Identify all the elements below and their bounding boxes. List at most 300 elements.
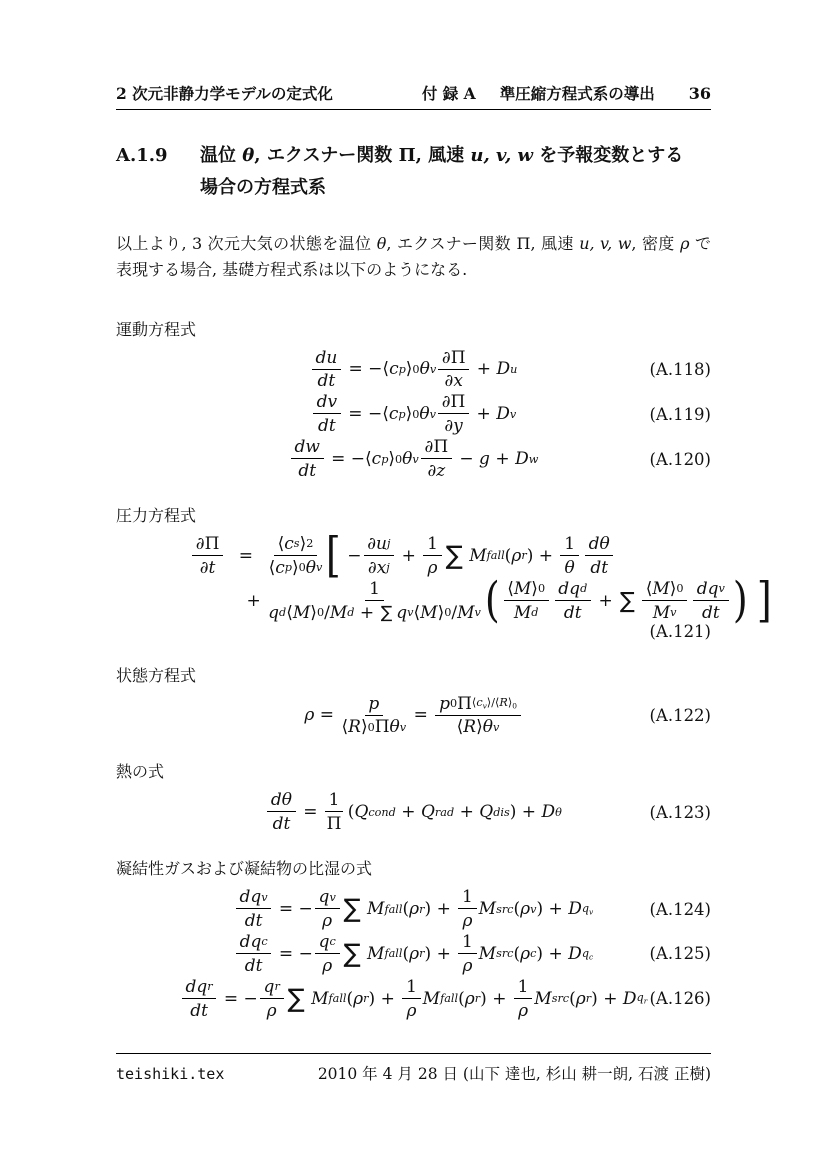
math-token xyxy=(438,392,469,414)
math-token xyxy=(384,903,402,916)
math-token xyxy=(273,812,291,834)
math-token: dq xyxy=(558,578,581,599)
math-token: fall xyxy=(486,549,505,563)
page-footer xyxy=(116,1053,711,1084)
math-token: + xyxy=(492,988,507,1009)
math-token: r xyxy=(419,947,425,961)
math-token: v xyxy=(412,452,419,466)
math-token: v xyxy=(509,407,517,421)
math-token: M xyxy=(311,988,329,1009)
math-token: Π xyxy=(450,392,466,413)
math-token: 1 xyxy=(462,931,473,952)
math-token xyxy=(182,977,217,999)
math-token: v xyxy=(429,407,436,421)
block-heat-equation xyxy=(116,759,711,834)
math-token: − xyxy=(298,899,313,920)
math-token: Π xyxy=(398,145,416,166)
math-token: 0 xyxy=(512,701,517,711)
math-token: q xyxy=(581,901,590,915)
math-token: + xyxy=(538,545,554,566)
math-token: M xyxy=(513,578,532,599)
math-token: ⟩ xyxy=(299,533,307,554)
math-token: p xyxy=(439,693,450,714)
math-token: ⟩ xyxy=(507,696,513,710)
equation-number: (A.124) xyxy=(649,899,711,919)
math-token: ( xyxy=(347,802,355,823)
math-token: ⟩ xyxy=(291,557,299,578)
math-token: du xyxy=(315,347,338,368)
math-token: D xyxy=(496,359,511,380)
math-token: − xyxy=(367,404,383,425)
math-token: r xyxy=(274,980,280,994)
math-token: ( xyxy=(458,988,465,1009)
math-token: ∂x xyxy=(444,371,463,392)
math-token xyxy=(487,549,505,562)
block-label: 凝結性ガスおよび凝結物の比湿の式 xyxy=(116,859,373,879)
math-token: ρ xyxy=(427,557,438,578)
math-token: 1 xyxy=(427,533,438,554)
math-token: − xyxy=(347,545,362,566)
block-label: 熱の式 xyxy=(116,762,165,782)
math-token xyxy=(445,370,463,392)
fraction xyxy=(341,694,406,738)
math-token: θ xyxy=(389,717,400,738)
running-head-left: 2 次元非静力学モデルの定式化 xyxy=(116,84,333,103)
equation-body xyxy=(289,437,539,481)
math-token: v xyxy=(399,720,407,734)
math-token: + xyxy=(603,988,618,1009)
math-token: 0 xyxy=(449,696,458,710)
math-token: c xyxy=(530,947,537,961)
math-token: M xyxy=(367,899,385,920)
math-token xyxy=(192,534,223,556)
math-token xyxy=(236,932,272,954)
fraction xyxy=(693,579,729,623)
math-token: ρ xyxy=(322,910,333,931)
math-token: θ xyxy=(242,145,255,166)
math-token: src xyxy=(496,902,514,916)
math-token: θ xyxy=(419,404,430,425)
math-token: fall xyxy=(384,947,403,961)
math-token xyxy=(260,977,284,999)
math-token xyxy=(435,694,520,716)
math-token: θ xyxy=(419,359,430,380)
math-token xyxy=(236,887,272,909)
math-token: g xyxy=(479,449,490,470)
footer-rule xyxy=(116,1053,711,1054)
math-token xyxy=(444,414,462,436)
math-token: + xyxy=(598,590,613,611)
math-token: ⟨ xyxy=(365,449,372,470)
math-token: D xyxy=(541,802,556,823)
math-token: dt xyxy=(244,955,263,976)
math-token: c xyxy=(371,449,382,470)
math-token xyxy=(504,579,549,601)
math-token: p xyxy=(381,452,389,466)
math-token: + xyxy=(436,943,451,964)
math-token: src xyxy=(551,992,570,1006)
math-token: ) xyxy=(509,802,517,823)
math-token: M xyxy=(478,943,497,964)
math-token xyxy=(318,370,336,392)
math-token: dq xyxy=(185,976,208,997)
math-token: ( xyxy=(504,545,512,566)
math-token: ∂x xyxy=(367,557,387,578)
math-token xyxy=(555,806,562,819)
math-token: − xyxy=(368,359,383,380)
math-token: + xyxy=(521,802,537,823)
math-token: ⟩ xyxy=(437,602,445,623)
math-token: ) xyxy=(526,545,534,566)
math-token: ρ xyxy=(462,955,473,976)
equation-number: (A.120) xyxy=(649,449,711,469)
math-token: ⟨ xyxy=(341,717,349,738)
fraction xyxy=(504,579,549,623)
math-token: ⟩ xyxy=(360,717,368,738)
math-token: / xyxy=(451,602,458,623)
math-token: q xyxy=(263,976,275,997)
math-token: ) xyxy=(480,988,487,1009)
math-token: c xyxy=(275,557,285,578)
math-token xyxy=(245,909,263,931)
math-token xyxy=(555,579,591,601)
equation-body: dq v dt = − q v ρ ∑ M fall ( ρ r ) + $\frac{1}{\rho}$ M src ( ρ v ) + D $q_v$ xyxy=(234,887,593,931)
math-token: = xyxy=(223,988,239,1009)
math-token: Π xyxy=(516,233,531,253)
math-token: ) xyxy=(591,988,598,1009)
math-token xyxy=(291,437,324,459)
fraction xyxy=(268,579,481,623)
math-token: ⟨ xyxy=(507,578,514,599)
math-token xyxy=(496,947,513,960)
math-token: + xyxy=(548,943,563,964)
math-token: ∂u xyxy=(367,533,387,554)
math-token: d xyxy=(347,605,355,619)
math-token: − xyxy=(459,449,474,470)
math-token: ⟨ xyxy=(382,404,389,425)
math-token xyxy=(298,459,316,481)
text-run: 以上より, 3 次元大気の状態を温位 xyxy=(116,233,377,253)
equation-body: + 1 q d ⟨ M ⟩ 0 / M d + ∑ q v ⟨ M ⟩ 0 / M v ( ⟨ M ⟩ 0 M d dq d dt + ∑ ⟨ M ⟩ 0 M v dq v dt ) ] xyxy=(246,572,772,628)
equation-number-row xyxy=(116,622,711,641)
math-token xyxy=(642,579,687,601)
math-token xyxy=(582,947,593,961)
math-token xyxy=(462,909,472,931)
math-token: ρ xyxy=(464,988,475,1009)
math-token xyxy=(269,556,323,578)
math-token xyxy=(274,534,317,556)
math-token: dq xyxy=(696,578,719,599)
math-token: Π xyxy=(450,347,466,368)
math-token: ⟨ xyxy=(413,602,421,623)
equation-group-pressure xyxy=(116,527,772,641)
math-token xyxy=(653,601,677,623)
math-token: − xyxy=(298,943,313,964)
math-token: D xyxy=(568,943,582,964)
math-token xyxy=(560,534,578,556)
section-number: A.1.9 xyxy=(116,145,168,166)
math-token: ⟨ xyxy=(456,717,464,738)
math-token xyxy=(368,806,395,819)
math-token xyxy=(514,601,539,623)
math-token xyxy=(458,932,476,954)
math-token: Π xyxy=(326,814,342,835)
page-number: 36 xyxy=(688,84,711,103)
math-token: 1 xyxy=(369,578,380,599)
math-token: Q xyxy=(479,802,494,823)
block-state-equation xyxy=(116,663,711,738)
math-token: + xyxy=(495,449,510,470)
math-token xyxy=(329,992,347,1005)
fraction xyxy=(182,977,217,1021)
math-token: ρ xyxy=(520,899,531,920)
footer-text xyxy=(116,1062,711,1084)
math-token xyxy=(245,954,263,976)
math-token: = xyxy=(319,705,335,726)
math-token xyxy=(637,991,648,1005)
equation-row xyxy=(116,977,711,1021)
math-token: ⟨ xyxy=(494,696,500,710)
math-token: 1 xyxy=(328,790,340,811)
math-token: ⟩ xyxy=(310,602,317,623)
appendix-label: 付 録 A xyxy=(421,84,476,103)
math-token: ρ xyxy=(520,943,531,964)
text-run: を予報変数とする xyxy=(533,145,684,166)
math-token: dt xyxy=(272,814,291,835)
intro-paragraph xyxy=(116,231,711,283)
math-token: v xyxy=(429,362,437,376)
math-token: M xyxy=(422,988,441,1009)
math-token: + xyxy=(459,802,474,823)
equation-body xyxy=(265,790,562,834)
math-token xyxy=(402,977,420,999)
math-token xyxy=(200,556,216,578)
math-token xyxy=(518,999,528,1021)
math-token: ( xyxy=(402,899,410,920)
math-token xyxy=(428,556,438,578)
equation-number: (A.126) xyxy=(649,989,711,1009)
equation-body: dq c dt = − q c ρ ∑ M fall ( ρ r ) + $\frac{1}{\rho}$ M src ( ρ c ) + D $q_c$ xyxy=(234,932,593,976)
math-token: q xyxy=(396,602,408,623)
math-token: j xyxy=(386,537,391,551)
math-token: u, v, w xyxy=(470,145,534,166)
math-token: d xyxy=(531,605,539,619)
math-token xyxy=(564,601,582,623)
math-token: 0 xyxy=(676,582,684,596)
math-token: ) xyxy=(424,943,432,964)
math-token: ρ xyxy=(406,1000,417,1021)
math-token: ρ xyxy=(304,705,315,726)
equation-body: dq r dt = − q r ρ ∑ M fall ( ρ r ) + $\frac{1}{\rho}$ M fall ( ρ r ) + $\frac{1}{\rho}$ M src ( ρ r ) + D $q_r$ xyxy=(180,977,648,1021)
math-token: dis xyxy=(493,805,510,819)
fraction xyxy=(325,790,343,834)
math-token: M xyxy=(367,943,385,964)
math-token: / xyxy=(324,602,330,623)
math-token: ρ xyxy=(266,1000,277,1021)
equation-group-state xyxy=(116,694,711,738)
math-token: = xyxy=(238,545,253,566)
math-token: j xyxy=(386,561,390,575)
math-token: Π xyxy=(433,437,449,458)
math-token: dt xyxy=(190,1000,208,1021)
fraction xyxy=(423,534,441,578)
math-token: c xyxy=(261,935,268,949)
fraction xyxy=(260,977,284,1021)
math-token xyxy=(552,992,569,1005)
math-token: M xyxy=(534,988,552,1009)
fraction xyxy=(438,392,469,436)
math-token: p xyxy=(284,561,292,575)
math-token: c xyxy=(389,359,399,380)
math-token: θ xyxy=(482,717,493,738)
math-token xyxy=(384,947,402,960)
math-token xyxy=(325,790,343,812)
math-token xyxy=(365,694,383,716)
math-token: M xyxy=(478,899,497,920)
block-pressure-equation xyxy=(116,503,772,641)
math-token xyxy=(496,903,513,916)
math-token: / xyxy=(491,696,495,710)
equation-row xyxy=(116,887,711,931)
fraction xyxy=(555,579,591,623)
math-token xyxy=(267,790,296,812)
section-title-line2: 場合の方程式系 xyxy=(200,177,326,199)
math-token: ⟩ xyxy=(405,404,413,425)
math-token xyxy=(327,812,342,834)
fraction xyxy=(402,977,420,1021)
equation-row xyxy=(116,694,711,738)
math-token: s xyxy=(293,537,300,551)
math-token: v xyxy=(316,561,323,575)
math-token: R xyxy=(499,696,508,710)
math-token: p xyxy=(368,693,380,714)
math-token: ρ xyxy=(680,233,690,253)
math-token: D xyxy=(515,449,529,470)
fraction xyxy=(267,790,296,834)
math-token: ⟨ xyxy=(286,602,293,623)
math-token: ⟩ xyxy=(486,696,492,710)
math-token: r xyxy=(474,992,481,1006)
math-token: 0 xyxy=(537,582,546,596)
math-token: ( xyxy=(569,988,576,1009)
fraction xyxy=(236,887,272,931)
math-token: + xyxy=(359,602,375,623)
math-token: v xyxy=(482,701,487,711)
fraction xyxy=(560,534,578,578)
text-run: , エクスナー関数 xyxy=(386,233,517,253)
math-token: M xyxy=(513,602,532,623)
math-token: v xyxy=(329,890,336,904)
math-token xyxy=(365,579,383,601)
math-token: M xyxy=(652,602,671,623)
math-token: = xyxy=(413,705,428,726)
math-token xyxy=(368,556,390,578)
math-token: ⟩ xyxy=(388,449,396,470)
math-token: v xyxy=(670,605,677,619)
fraction xyxy=(514,977,532,1021)
math-token: r xyxy=(643,996,648,1006)
math-token: dq xyxy=(239,931,262,952)
fraction xyxy=(192,534,223,578)
math-token: Q xyxy=(420,802,435,823)
math-token: ) xyxy=(424,899,432,920)
math-token: ⟩ xyxy=(669,578,677,599)
math-token: M xyxy=(292,602,311,623)
block-motion-equations xyxy=(116,317,711,481)
math-token: dt xyxy=(590,557,609,578)
math-token: ) xyxy=(368,988,376,1009)
math-token: + xyxy=(476,359,491,380)
math-token: ρ xyxy=(462,910,473,931)
math-token: ( xyxy=(513,899,521,920)
math-token: ρ xyxy=(511,545,522,566)
math-token: ∂z xyxy=(427,460,446,481)
math-token xyxy=(693,579,729,601)
math-token: = xyxy=(348,404,363,425)
equation-body xyxy=(304,694,522,738)
math-token: ⟩ xyxy=(476,717,483,738)
math-token xyxy=(472,696,517,711)
fraction xyxy=(313,392,341,436)
math-token: ( xyxy=(346,988,354,1009)
math-token: 0 xyxy=(444,605,452,619)
math-token: 1 xyxy=(564,533,576,554)
equation-body: ∂ Π ∂t = ⟨ c s ⟩ 2 ⟨ c p ⟩ 0 θ v [ − ∂u j ∂x j + $\frac{1}{\rho}$ ∑ M fall ( ρ r ) + $\frac{1}{\theta}$ $\frac{d\theta}{dt}$ xyxy=(190,534,616,578)
math-token: ρ xyxy=(518,1000,529,1021)
fraction xyxy=(421,437,452,481)
math-token: ∂ xyxy=(195,533,205,554)
equation-line xyxy=(116,572,772,628)
math-token: r xyxy=(207,980,213,994)
math-token: θ xyxy=(555,805,562,819)
math-token: = xyxy=(278,943,294,964)
math-token xyxy=(190,999,208,1021)
math-token: ) xyxy=(536,899,544,920)
math-token: ∂y xyxy=(444,416,463,437)
math-token: ∂t xyxy=(199,557,216,578)
math-token xyxy=(421,437,452,459)
appendix-title: 準圧縮方程式系の導出 xyxy=(499,84,655,103)
math-token: ρ xyxy=(322,955,333,976)
math-token: ρ xyxy=(575,988,586,1009)
math-token xyxy=(427,459,445,481)
math-token: ∂ xyxy=(441,392,451,413)
equation-body xyxy=(311,392,516,436)
math-token: 0 xyxy=(412,407,420,421)
math-token: R xyxy=(463,717,477,738)
math-token xyxy=(322,954,332,976)
block-label: 圧力方程式 xyxy=(116,505,197,525)
math-token: q xyxy=(636,991,644,1005)
math-token xyxy=(315,887,340,909)
math-token: M xyxy=(329,602,348,623)
math-token xyxy=(514,977,532,999)
math-token: 0 xyxy=(298,561,306,575)
fraction xyxy=(642,579,687,623)
math-token: = xyxy=(331,449,346,470)
math-token: d xyxy=(580,582,588,596)
math-token xyxy=(364,534,395,556)
math-token: ⟨ xyxy=(382,359,390,380)
math-token: q xyxy=(318,887,330,908)
math-token: dt xyxy=(298,460,317,481)
math-token: ρ xyxy=(409,899,420,920)
fraction xyxy=(585,534,614,578)
math-token xyxy=(493,806,510,819)
math-token: ⟩ xyxy=(531,578,538,599)
equation-row xyxy=(116,348,711,392)
math-token: v xyxy=(589,907,594,917)
